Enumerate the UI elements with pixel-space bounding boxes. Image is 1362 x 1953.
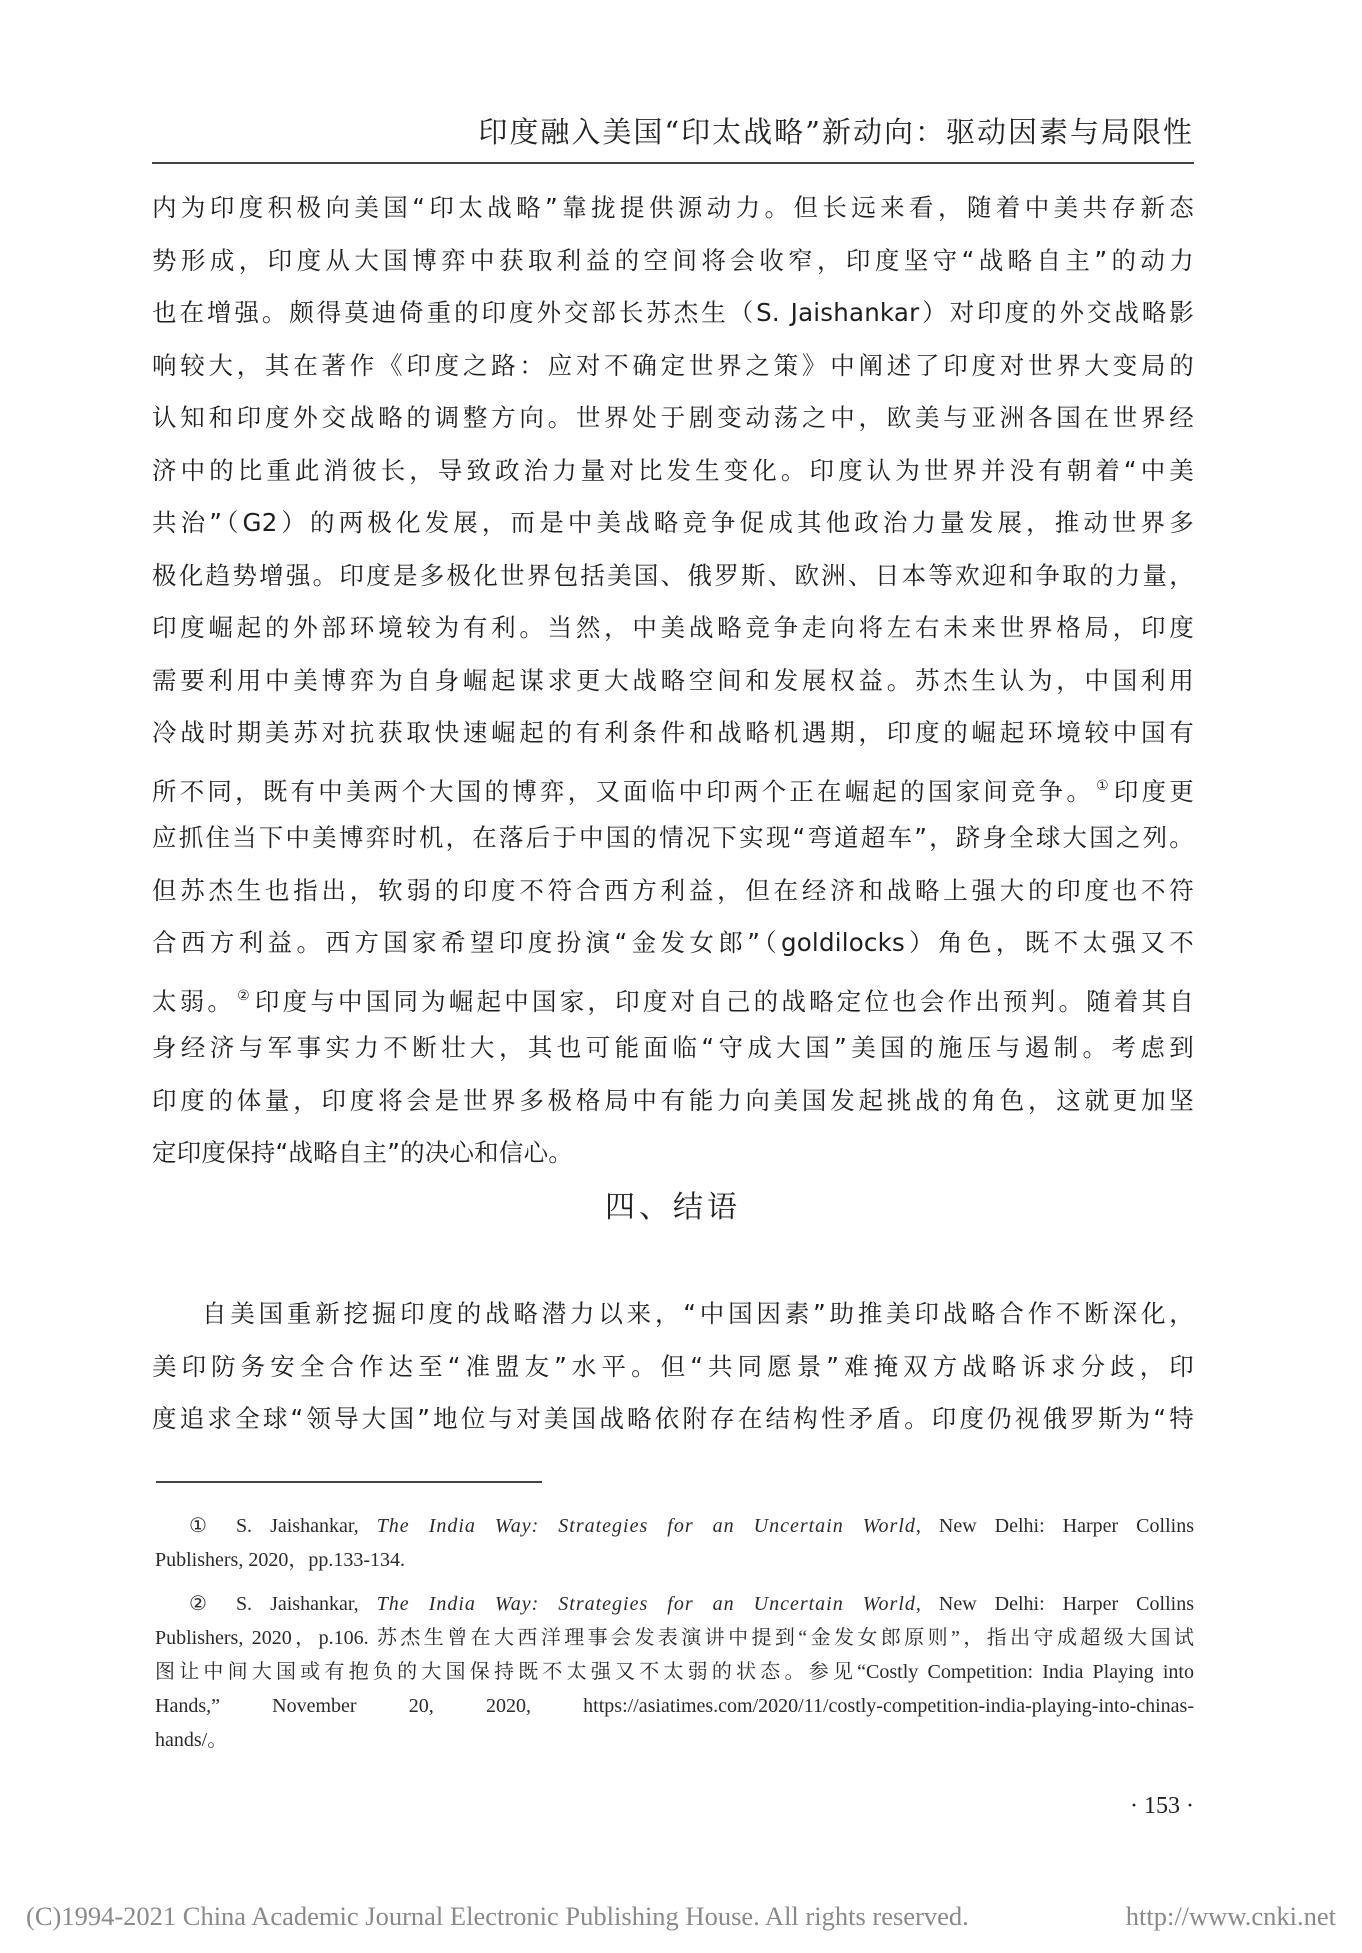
- copyright-bar: [0, 1896, 1362, 1936]
- footnote-book-title: The India Way: Strategies for an Uncertain World: [376, 1593, 916, 1615]
- text-line: 响较大，其在著作《印度之路：应对不确定世界之策》中阐述了印度对世界大变局的: [152, 350, 1194, 380]
- text-line: 印度的体量，印度将会是世界多极格局中有能力向美国发起挑战的角色，这就更加坚: [152, 1085, 1194, 1115]
- footnote-book-title: The India Way: Strategies for an Uncertain World: [376, 1515, 916, 1537]
- text-line: 身经济与军事实力不断壮大，其也可能面临“守成大国”美国的施压与遏制。考虑到: [152, 1033, 1194, 1062]
- footnote-line: Publishers, 2020，pp.133-134.: [155, 1549, 405, 1571]
- text-line: 自美国重新挖掘印度的战略潜力以来，“中国因素”助推美印战略合作不断深化，: [202, 1299, 1194, 1328]
- text-line: [152, 760, 1194, 813]
- footnote-number: ①: [189, 1515, 220, 1537]
- footnote-author: S. Jaishankar,: [235, 1515, 377, 1537]
- page-number: · 153 ·: [1130, 1793, 1194, 1819]
- footnote-publisher: , New Delhi: Harper Collins: [915, 1593, 1194, 1615]
- text-line: 应抓住当下中美博弈时机，在落后于中国的情况下实现“弯道超车”，跻身全球大国之列。: [152, 823, 1194, 852]
- conclusion-text: [152, 1288, 1194, 1446]
- footnote-line: Hands,” November 20, 2020, https://asiatimes.com/2020/11/costly-competition-india-playing-into-chinas-: [155, 1695, 1194, 1717]
- text-line: 极化趋势增强。印度是多极化世界包括美国、俄罗斯、欧洲、日本等欢迎和争取的力量，: [152, 560, 1194, 590]
- text-line: 定印度保持“战略自主”的决心和信心。: [152, 1138, 573, 1167]
- footnote-line: Publishers, 2020，p.106. 苏杰生曾在大西洋理事会发表演讲中提到“金发女郎原则”，指出守成超级大国试: [155, 1627, 1194, 1649]
- text-segment: 印度更: [1113, 776, 1194, 806]
- text-line: 内为印度积极向美国“印太战略”靠拢提供源动力。但长远来看，随着中美共存新态: [152, 193, 1194, 222]
- text-line: 但苏杰生也指出，软弱的印度不符合西方利益，但在经济和战略上强大的印度也不符: [152, 875, 1194, 905]
- footnote-number: ②: [189, 1593, 220, 1615]
- copyright-link[interactable]: http://www.cnki.net: [1125, 1901, 1336, 1931]
- copyright-notice: (C)1994-2021 China Academic Journal Electronic Publishing House. All rights reserved.: [26, 1901, 969, 1931]
- footnote-line: hands/。: [155, 1729, 228, 1751]
- body-text: [152, 182, 1194, 1180]
- text-line: 合西方利益。西方国家希望印度扮演“金发女郎”（goldilocks）角色，既不太强又不: [152, 928, 1194, 957]
- text-segment: 太弱。: [152, 986, 236, 1016]
- footnote-publisher: , New Delhi: Harper Collins: [915, 1515, 1194, 1537]
- text-line: 冷战时期美苏对抗获取快速崛起的有利条件和战略机遇期，印度的崛起环境较中国有: [152, 718, 1194, 747]
- footnotes: [155, 1509, 1194, 1757]
- text-line: 度追求全球“领导大国”地位与对美国战略依附存在结构性矛盾。印度仍视俄罗斯为“特: [152, 1404, 1194, 1433]
- text-line: 济中的比重此消彼长，导致政治力量对比发生变化。印度认为世界并没有朝着“中美: [152, 455, 1194, 485]
- text-line: 也在增强。颇得莫迪倚重的印度外交部长苏杰生（S. Jaishankar）对印度的外交战略影: [152, 298, 1194, 327]
- text-line: 势形成，印度从大国博弈中获取利益的空间将会收窄，印度坚守“战略自主”的动力: [152, 245, 1194, 275]
- text-line: 认知和印度外交战略的调整方向。世界处于剧变动荡之中，欧美与亚洲各国在世界经: [152, 403, 1194, 432]
- section-heading: 四、结语: [605, 1190, 741, 1225]
- footnote-ref-2[interactable]: ②: [237, 987, 253, 1004]
- footnote-line: [155, 1509, 1194, 1543]
- text-line: 美印防务安全合作达至“准盟友”水平。但“共同愿景”难掩双方战略诉求分歧，印: [152, 1351, 1194, 1381]
- text-line: 需要利用中美博弈为自身崛起谋求更大战略空间和发展权益。苏杰生认为，中国利用: [152, 665, 1194, 695]
- footnote-divider: [156, 1481, 542, 1483]
- footnote-2: [155, 1587, 1194, 1757]
- header-divider: [152, 162, 1194, 164]
- footnote-author: S. Jaishankar,: [235, 1593, 377, 1615]
- footnote-1: [155, 1509, 1194, 1577]
- footnote-line: 图让中间大国或有抱负的大国保持既不太强又不太弱的状态。参见“Costly Competition: India Playing into: [155, 1661, 1194, 1683]
- running-title: 印度融入美国“印太战略”新动向：驱动因素与局限性: [478, 115, 1194, 149]
- footnote-ref-1[interactable]: ①: [1096, 777, 1112, 794]
- text-segment: 所不同，既有中美两个大国的博弈，又面临中印两个正在崛起的国家间竞争。: [152, 776, 1095, 806]
- text-line: [152, 970, 1194, 1023]
- footnote-line: [155, 1587, 1194, 1621]
- text-segment: 印度与中国同为崛起中国家，印度对自己的战略定位也会作出预判。随着其自: [254, 986, 1194, 1016]
- text-line: 共治”（G2）的两极化发展，而是中美战略竞争促成其他政治力量发展，推动世界多: [152, 508, 1194, 537]
- text-line: 印度崛起的外部环境较为有利。当然，中美战略竞争走向将左右未来世界格局，印度: [152, 613, 1194, 642]
